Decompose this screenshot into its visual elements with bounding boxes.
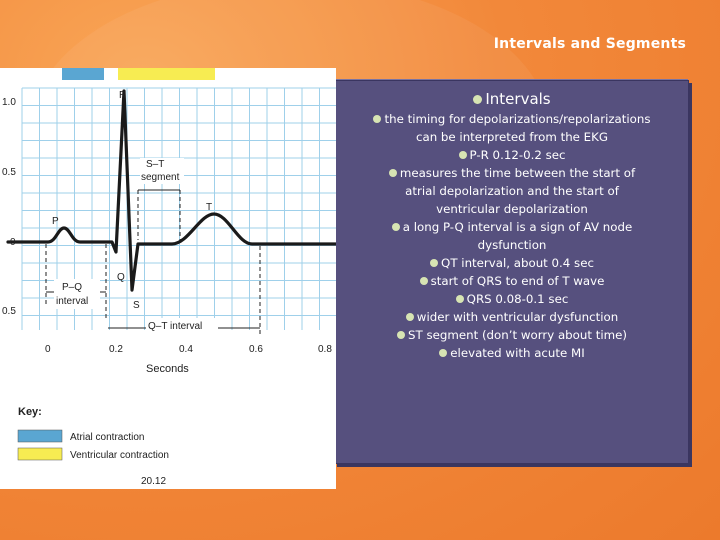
bullet-item: [377, 272, 647, 290]
bullet-text: Intervals: [485, 90, 551, 108]
bullet-item: [377, 218, 647, 254]
bullet-item: [362, 290, 662, 308]
bullet-item: [362, 110, 662, 146]
wave-label-q: Q: [117, 272, 125, 283]
ventricular-contraction-bar: [118, 68, 215, 80]
bullet-dot-icon: [406, 313, 414, 321]
bullet-dot-icon: [459, 151, 467, 159]
bullet-text: wider with ventricular dysfunction: [416, 310, 619, 324]
ecg-figure: [0, 68, 336, 489]
slide-title: Intervals and Segments: [493, 36, 686, 52]
bullet-text: measures the time between the start of atrial depolarization and the start of ventricular depolarization: [399, 166, 636, 216]
bullet-item: [377, 164, 647, 218]
x-tick-label: 0.8: [318, 344, 332, 355]
bullet-text: the timing for depolarizations/repolarizations can be interpreted from the EKG: [384, 112, 651, 144]
atrial-contraction-bar: [62, 68, 104, 80]
bullet-dot-icon: [397, 331, 405, 339]
bullet-dot-icon: [456, 295, 464, 303]
bullet-text: P-R 0.12-0.2 sec: [469, 148, 566, 162]
figure-number: 20.12: [141, 476, 167, 487]
x-tick-label: 0.6: [249, 344, 263, 355]
bullet-text: elevated with acute MI: [450, 346, 585, 360]
wave-label-r: R: [119, 90, 127, 101]
bullet-item: [362, 254, 662, 272]
bullet-dot-icon: [392, 223, 400, 231]
bullet-dot-icon: [439, 349, 447, 357]
y-tick-label: 1.0: [2, 97, 16, 108]
wave-label-s: S: [133, 300, 140, 311]
bullet-dot-icon: [389, 169, 397, 177]
key-title: Key:: [18, 406, 42, 418]
y-tick-label: 0.5: [2, 167, 16, 178]
bullet-dot-icon: [373, 115, 381, 123]
qt-interval-label: Q–T interval: [148, 321, 203, 332]
bullet-list: [342, 88, 682, 362]
st-segment-label: S–T: [146, 159, 165, 170]
bullet-item: [342, 88, 682, 110]
bullet-text: QT interval, about 0.4 sec: [441, 256, 594, 270]
x-tick-label: 0.2: [109, 344, 123, 355]
key-label-ventricular: Ventricular contraction: [70, 450, 169, 461]
bullet-item: [362, 326, 662, 344]
x-axis-label: Seconds: [146, 363, 189, 375]
bullet-item: [362, 146, 662, 164]
bullet-text: ST segment (don’t worry about time): [408, 328, 627, 342]
bullet-item: [377, 308, 647, 326]
x-tick-label: 0.4: [179, 344, 193, 355]
x-tick-label: 0: [45, 344, 51, 355]
bullet-text: start of QRS to end of T wave: [430, 274, 605, 288]
key-swatch-atrial: [18, 430, 62, 442]
wave-label-p: P: [52, 216, 59, 227]
pq-interval-label: interval: [56, 296, 89, 307]
bullet-item: [377, 344, 647, 362]
key-label-atrial: Atrial contraction: [70, 432, 145, 443]
y-tick-label: 0: [10, 237, 16, 248]
key-swatch-ventricular: [18, 448, 62, 460]
bullet-text: QRS 0.08-0.1 sec: [466, 292, 569, 306]
bullet-dot-icon: [420, 277, 428, 285]
wave-label-t: T: [206, 202, 213, 213]
st-segment-label: segment: [141, 172, 180, 183]
bullet-dot-icon: [473, 95, 482, 104]
bullet-dot-icon: [430, 259, 438, 267]
y-tick-label: 0.5: [2, 306, 16, 317]
pq-interval-label: P–Q: [62, 282, 83, 293]
bullet-text: a long P-Q interval is a sign of AV node dysfunction: [402, 220, 633, 252]
